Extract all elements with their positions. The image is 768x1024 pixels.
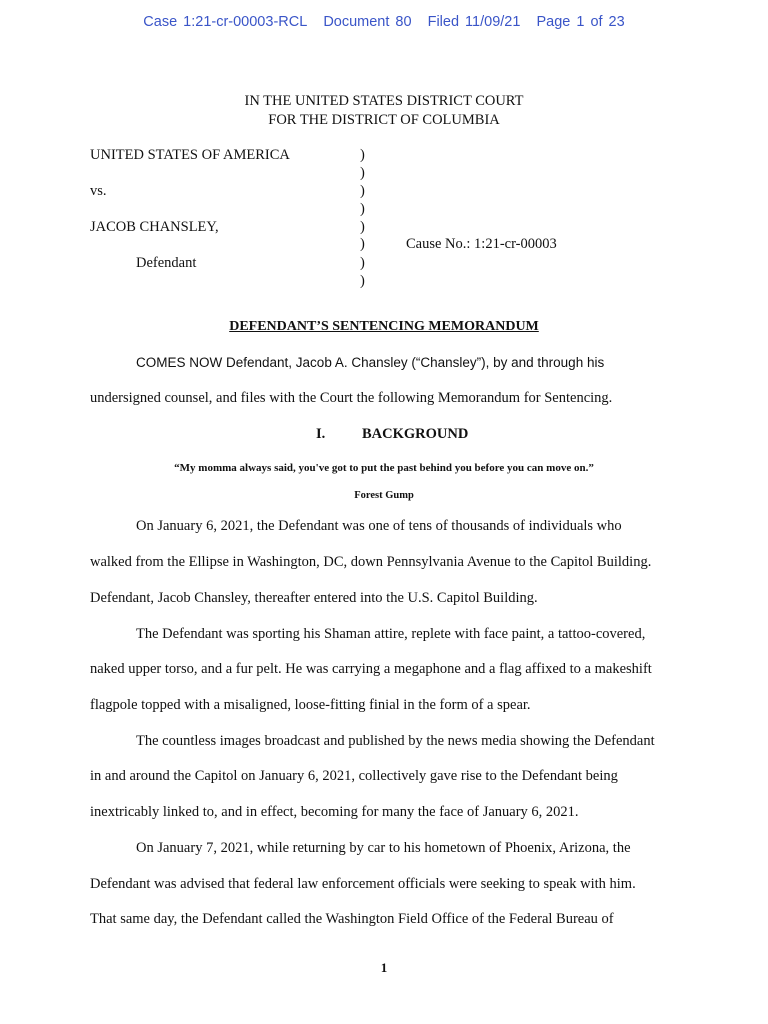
caption-defendant-name: JACOB CHANSLEY, xyxy=(90,219,219,235)
body-line: flagpole topped with a misaligned, loose-fitting finial in the form of a spear. xyxy=(90,697,531,713)
page-count: Page 1 of 23 xyxy=(536,14,625,30)
caption-paren: ) xyxy=(360,255,365,271)
body-line: inextricably linked to, and in effect, becoming for many the face of January 6, 2021. xyxy=(90,804,579,820)
body-line: Defendant, Jacob Chansley, thereafter entered into the U.S. Capitol Building. xyxy=(90,590,538,606)
document-number: Document 80 xyxy=(323,14,412,30)
caption-paren: ) xyxy=(360,236,365,252)
epigraph-attribution: Forest Gump xyxy=(354,490,414,501)
section-heading: BACKGROUND xyxy=(362,426,469,442)
page-number: 1 xyxy=(380,960,388,975)
epigraph-quote: “My momma always said, you've got to put the past behind you before you can move on.” xyxy=(174,462,594,474)
body-line: That same day, the Defendant called the Washington Field Office of the Federal Bureau of xyxy=(90,911,614,927)
court-name-line1: IN THE UNITED STATES DISTRICT COURT xyxy=(244,93,524,109)
cause-number: Cause No.: 1:21-cr-00003 xyxy=(406,236,557,252)
body-line: The countless images broadcast and published by the news media showing the Defendant xyxy=(136,733,655,749)
caption-defendant-role: Defendant xyxy=(136,255,197,271)
caption-plaintiff: UNITED STATES OF AMERICA xyxy=(90,147,290,163)
court-filing-stamp xyxy=(0,14,768,30)
body-line: On January 7, 2021, while returning by car to his hometown of Phoenix, Arizona, the xyxy=(136,840,631,856)
body-line: Defendant was advised that federal law enforcement officials were seeking to speak with him. xyxy=(90,876,636,892)
caption-versus: vs. xyxy=(90,183,107,199)
filed-date: Filed 11/09/21 xyxy=(427,14,521,30)
body-line: On January 6, 2021, the Defendant was one of tens of thousands of individuals who xyxy=(136,518,622,534)
caption-paren: ) xyxy=(360,147,365,163)
intro-line-2: undersigned counsel, and files with the Court the following Memorandum for Sentencing. xyxy=(90,390,613,406)
body-line: walked from the Ellipse in Washington, DC, down Pennsylvania Avenue to the Capitol Building. xyxy=(90,554,652,570)
body-line: The Defendant was sporting his Shaman attire, replete with face paint, a tattoo-covered, xyxy=(136,626,646,642)
document-title: DEFENDANT’S SENTENCING MEMORANDUM xyxy=(229,319,539,334)
body-line: naked upper torso, and a fur pelt. He was carrying a megaphone and a flag affixed to a makeshift xyxy=(90,661,652,677)
court-name-line2: FOR THE DISTRICT OF COLUMBIA xyxy=(268,112,500,128)
intro-line-1: COMES NOW Defendant, Jacob A. Chansley (“Chansley”), by and through his xyxy=(136,355,605,370)
caption-paren: ) xyxy=(360,165,365,181)
caption-paren: ) xyxy=(360,219,365,235)
case-number: Case 1:21-cr-00003-RCL xyxy=(143,14,308,30)
caption-paren: ) xyxy=(360,201,365,217)
section-numeral: I. xyxy=(316,426,326,442)
body-line: in and around the Capitol on January 6, 2021, collectively gave rise to the Defendant being xyxy=(90,768,618,784)
caption-paren: ) xyxy=(360,273,365,289)
caption-paren: ) xyxy=(360,183,365,199)
